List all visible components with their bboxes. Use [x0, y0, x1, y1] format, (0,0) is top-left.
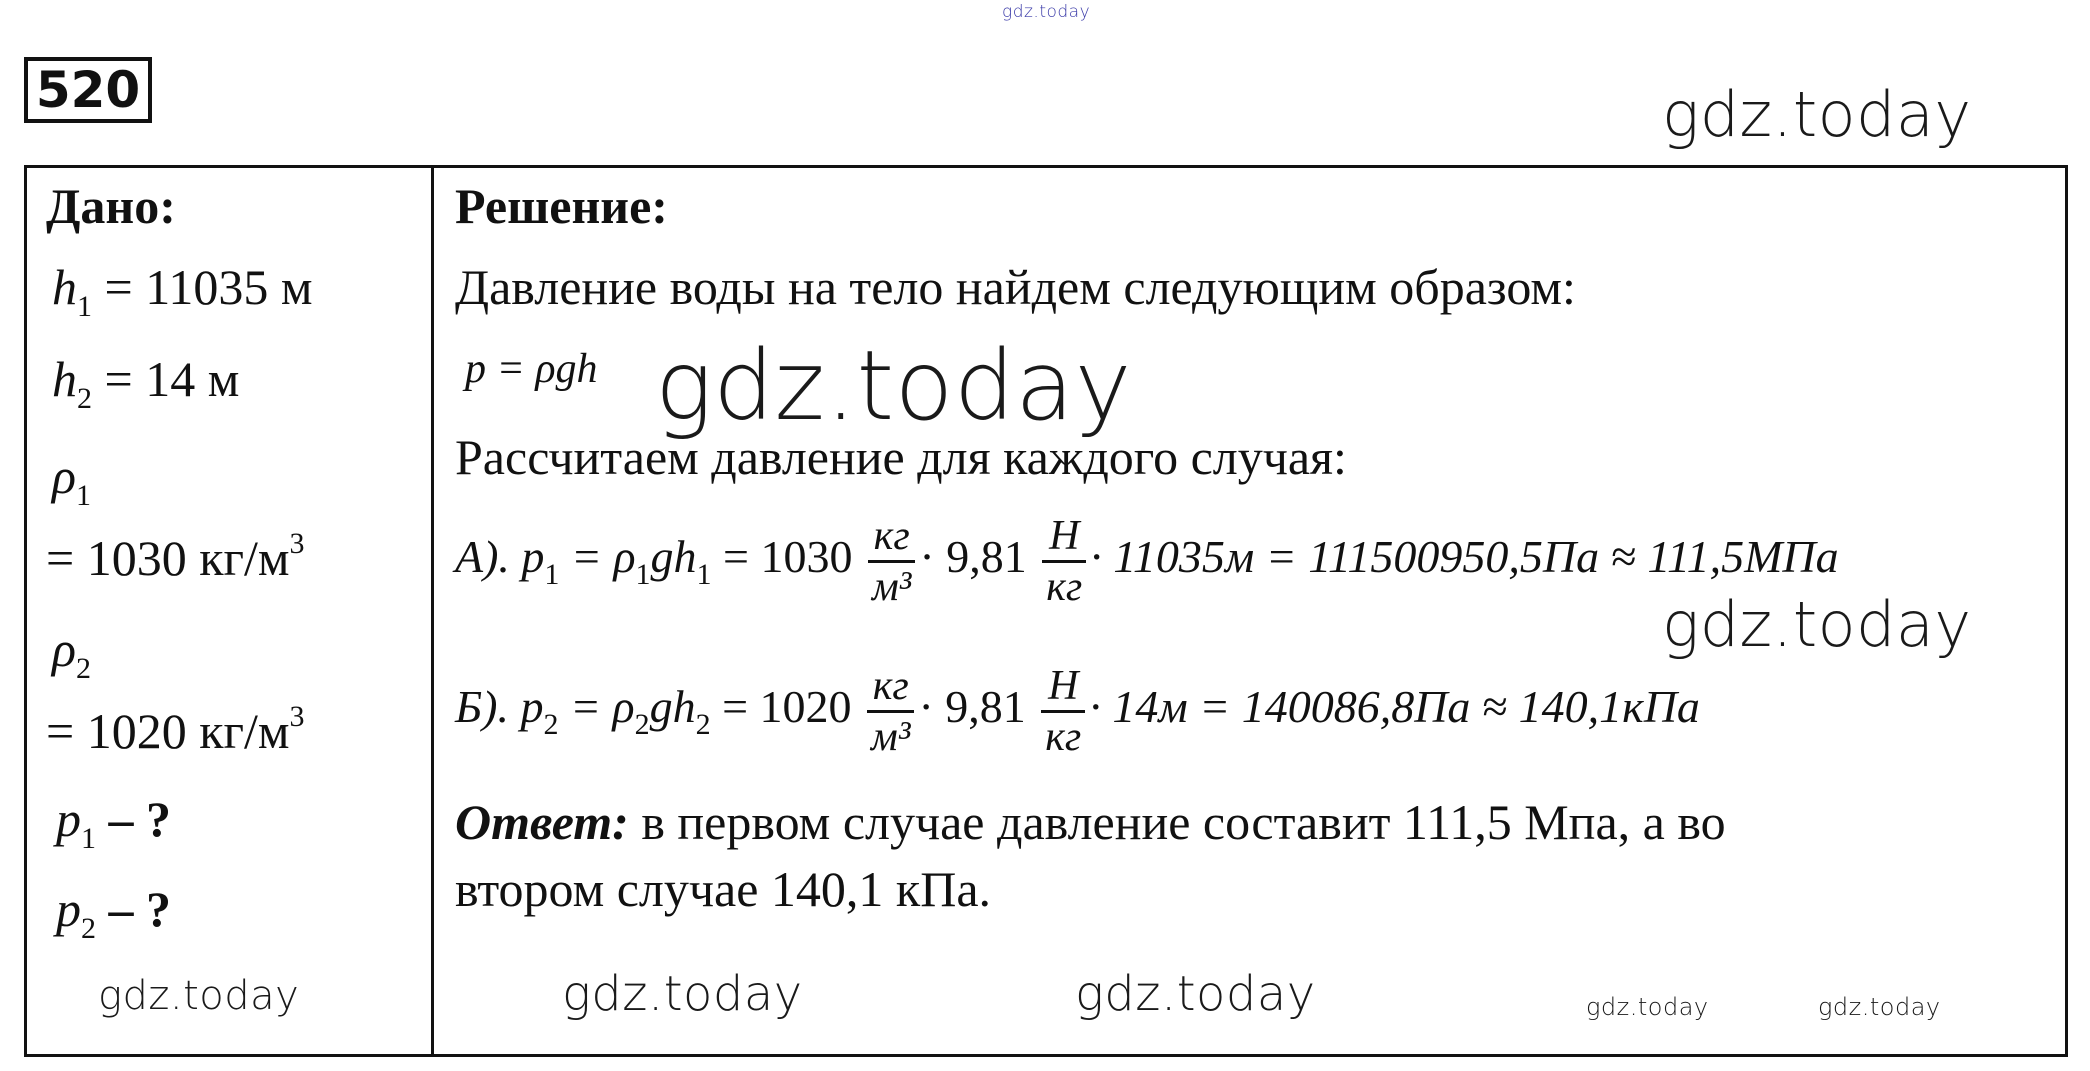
table-divider — [431, 165, 434, 1057]
given-rho2-symbol: $\rho_2$ — [52, 621, 91, 685]
fraction-n-per-kg-b: $\frac{Н}{кг}$ — [1041, 662, 1085, 761]
given-header: Дано: — [46, 178, 176, 234]
given-p1-unknown: $p_1$ – ? — [56, 791, 171, 855]
watermark-top: gdz.today — [1002, 2, 1091, 22]
watermark-bottom-1: gdz.today — [98, 973, 300, 1019]
solution-line-2: Рассчитаем давление для каждого случая: — [455, 429, 1347, 485]
fraction-kg-per-m3-b: $\frac{кг}{\text{м³}}$ — [867, 662, 914, 761]
given-rho2-value: = 1020 $кг/м^3$ — [46, 700, 305, 759]
equation-case-a: А). $p_1 = \rho_1gh_1 = 1030$ $\frac{кг}{\text{м³}}$ · 9,81 $\frac{Н}{кг}$ · 11035м = 111500950,5Па ≈ 111,5МПа — [455, 513, 1839, 610]
given-rho1-value: = 1030 $кг/м^3$ — [46, 527, 305, 586]
watermark-bottom-5: gdz.today — [1818, 993, 1941, 1021]
watermark-bottom-3: gdz.today — [1075, 966, 1316, 1022]
given-rho1-symbol: $\rho_1$ — [52, 448, 91, 512]
watermark-middle: gdz.today — [655, 330, 1132, 442]
watermark-header: gdz.today — [1662, 78, 1972, 151]
solution-line-1: Давление воды на тело найдем следующим образом: — [455, 259, 1576, 315]
watermark-bottom-2: gdz.today — [562, 966, 803, 1022]
equation-case-b: Б). $p_2 = \rho_2gh_2 = 1020$ $\frac{кг}{\text{м³}}$ · 9,81 $\frac{Н}{кг}$ · 14м = 140086,8Па ≈ 140,1кПа — [455, 663, 1700, 760]
answer-line-2: втором случае 140,1 кПа. — [455, 861, 992, 917]
formula-pressure: p = ρgh — [465, 346, 598, 392]
problem-number: 520 — [24, 57, 152, 123]
given-h2: $h_2 = 14$ м — [52, 351, 240, 415]
watermark-right: gdz.today — [1662, 588, 1972, 661]
given-h1: $h_1 = 11035$ м — [52, 259, 313, 323]
answer-label: Ответ: — [455, 794, 629, 850]
answer-line-1: Ответ: в первом случае давление составит 111,5 Мпа, а во — [455, 794, 1726, 850]
watermark-bottom-4: gdz.today — [1586, 993, 1709, 1021]
fraction-n-per-kg: $\frac{Н}{кг}$ — [1042, 512, 1086, 611]
given-p2-unknown: $p_2$ – ? — [56, 881, 171, 945]
fraction-kg-per-m3: $\frac{кг}{\text{м³}}$ — [868, 512, 915, 611]
solution-header: Решение: — [455, 178, 668, 234]
